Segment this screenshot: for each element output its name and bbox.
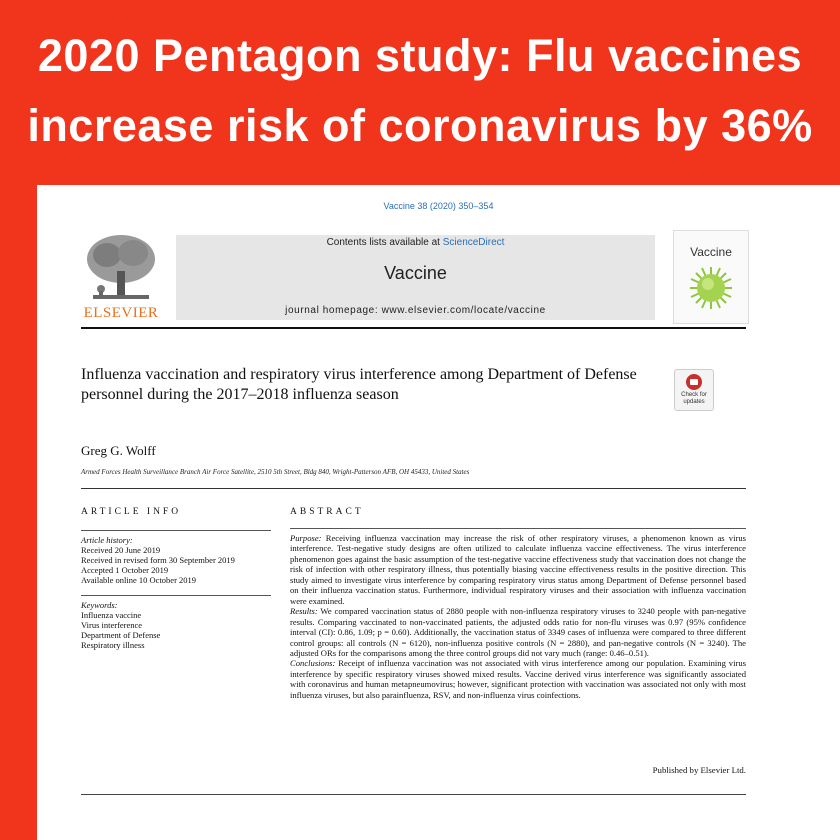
journal-cover[interactable] [673,230,749,324]
abstract-rule [290,528,746,529]
bottom-divider [81,794,746,795]
results-text: We compared vaccination status of 2880 people with non-influenza respiratory viruses to 3240 people with pan-negative results. Comparing vaccinated to non-vaccinated patients, the adjusted odds ratio for non-flu viruses was 0.97 (95% confidence interval (CI): 0.86, 1.09; p = 0.60). Additionally, the vaccination status of 3349 cases of influenza were compared to three different control groups: all controls (N = 6120), non-influenza positive controls (N = 2880), and pan-negative controls (N = 3240). The adjusted ORs for the comparisons among the three control groups did not vary much (range: 0.46–0.51). [290,606,746,658]
history-item: Accepted 1 October 2019 [81,565,169,575]
journal-banner [176,235,655,320]
headline-banner [0,0,840,185]
sciencedirect-link[interactable]: ScienceDirect [442,237,505,248]
paper-screenshot [37,185,840,840]
keywords-rule [81,595,271,596]
abstract-heading: ABSTRACT [290,507,364,517]
author-affiliation: Armed Forces Health Surveillance Branch Air Force Satellite, 2510 5th Street, Bldg 840, Wright-Patterson AFB, OH 45433, United States [81,468,470,476]
article-info-heading: ARTICLE INFO [81,507,182,517]
elsevier-wordmark: ELSEVIER [83,305,159,321]
keyword-item[interactable]: Virus interference [81,620,143,630]
contents-line [176,237,655,248]
headline-line-2: increase risk of coronavirus by 36% [27,100,813,151]
tree-of-knowledge-icon [83,233,159,303]
article-info-column [81,530,271,650]
abstract-text [290,533,746,700]
author-name: Greg G. Wolff [81,443,156,458]
results-label: Results: [290,606,318,617]
keywords-label: Keywords: [81,600,118,610]
keyword-item[interactable]: Influenza vaccine [81,610,142,620]
contents-prefix: Contents lists available at [326,237,443,248]
published-by: Published by Elsevier Ltd. [652,765,746,775]
purpose-label: Purpose: [290,533,322,543]
history-item: Received in revised form 30 September 2019 [81,555,235,565]
header-divider [81,327,746,329]
journal-citation[interactable]: Vaccine 38 (2020) 350–354 [383,201,494,211]
journal-homepage[interactable]: journal homepage: www.elsevier.com/locate/vaccine [285,305,546,316]
conclusions-text: Receipt of influenza vaccination was not associated with virus interference among our population. Examining virus interference by specific respiratory viruses showed mixed results. Vaccine derived virus interference was significantly associated with coronavirus and human metapneumovirus; however, significant protection with vaccination was associated not only with most influenza viruses, but also parainfluenza, RSV, and non-influenza virus coinfections. [290,658,746,700]
check-for-updates-button[interactable] [674,369,714,411]
history-item: Available online 10 October 2019 [81,575,197,585]
abstract-column [290,528,746,700]
headline-line-1: 2020 Pentagon study: Flu vaccines [37,30,803,81]
keyword-item[interactable]: Department of Defense [81,630,161,640]
purpose-text: Receiving influenza vaccination may increase the risk of other respiratory viruses, a phenomenon known as virus interference. Test-negative study designs are often utilized to calculate influenza vaccine effectiveness. The virus interference phenomenon goes against the basic assumption of the test-negative vaccine effectiveness study that vaccination does not change the risk of infection with other respiratory illness, thus potentially biasing vaccine effectiveness results in the positive direction. This study aimed to investigate virus interference by comparing respiratory virus status among Department of Defense personnel based on their influenza vaccination status. Furthermore, individual respiratory viruses and their association with influenza vaccination were examined. [290,533,746,606]
elsevier-logo [81,233,161,323]
author-divider [81,488,746,489]
history-item: Received 20 June 2019 [81,545,161,555]
article-title: Influenza vaccination and respiratory virus interference among Department of Defense personnel during the 2017–2018 influenza season [81,366,637,403]
cover-title: Vaccine [690,245,732,259]
journal-title: Vaccine [384,263,447,283]
virus-icon [688,265,734,311]
conclusions-label: Conclusions: [290,658,336,669]
check-updates-label: Check for updates [681,392,707,405]
article-info-rule [81,530,271,531]
check-updates-icon [686,374,702,390]
history-label: Article history: [81,535,133,545]
keyword-item[interactable]: Respiratory illness [81,640,145,650]
